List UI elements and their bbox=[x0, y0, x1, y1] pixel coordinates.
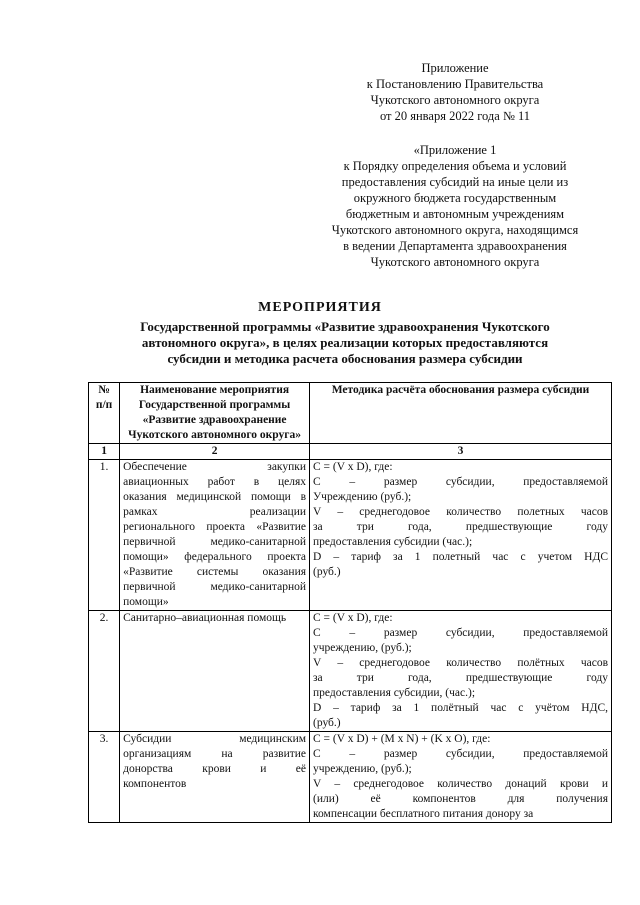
measure-name-line: помощи» bbox=[123, 596, 169, 608]
table-row bbox=[89, 460, 612, 611]
subtitle-line: субсидии и методика расчета обоснования размера субсидии bbox=[167, 351, 523, 366]
appendix1-line: «Приложение 1 bbox=[413, 143, 497, 157]
measure-name-cell bbox=[120, 460, 310, 611]
header-measure-name: Наименование мероприятия Государственной программы «Развитие здравоохранение Чукотского автономного округа» bbox=[120, 383, 310, 444]
document-subtitle bbox=[95, 319, 595, 367]
method-line: (или) её компонентов для получения bbox=[313, 793, 608, 805]
appendix-line: Чукотского автономного округа bbox=[370, 93, 540, 107]
appendix-block bbox=[355, 60, 555, 124]
method-line: D – тариф за 1 полётный час с учётом НДС, bbox=[313, 702, 608, 714]
row-number: 3. bbox=[89, 732, 120, 823]
measure-name-line: донорства крови и её bbox=[123, 763, 307, 775]
measure-name-line: регионального проекта «Развитие bbox=[123, 521, 307, 533]
row-number: 2. bbox=[89, 611, 120, 732]
method-line: V – среднегодовое количество донаций крови и bbox=[313, 778, 608, 790]
appendix1-line: Чукотского автономного округа bbox=[370, 255, 540, 269]
measure-name-line: оказания медицинской помощи в bbox=[123, 491, 307, 503]
method-line: C = (V x D), где: bbox=[313, 461, 393, 473]
column-number: 2 bbox=[120, 444, 310, 460]
measure-name-line: авиационных работ в целях bbox=[123, 476, 307, 488]
method-line: учреждению, (руб.); bbox=[313, 763, 412, 775]
measure-name-line: Обеспечение закупки bbox=[123, 461, 307, 473]
table-row bbox=[89, 732, 612, 823]
measure-name-line: Субсидии медицинским bbox=[123, 733, 307, 745]
measure-name-line: рамках реализации bbox=[123, 506, 307, 518]
column-number: 1 bbox=[89, 444, 120, 460]
method-line: компенсации бесплатного питания донору за bbox=[313, 808, 534, 820]
row-number: 1. bbox=[89, 460, 120, 611]
method-line: предоставления субсидии (час.); bbox=[313, 536, 473, 548]
table-header-row bbox=[89, 383, 612, 444]
column-number: 3 bbox=[310, 444, 612, 460]
table-body bbox=[89, 460, 612, 823]
method-line: за три года, предшествующие году bbox=[313, 672, 608, 684]
method-line: за три года, предшествующие году bbox=[313, 521, 608, 533]
appendix1-block bbox=[300, 142, 610, 270]
header-number: № п/п bbox=[89, 383, 120, 444]
measure-name-line: помощи» федерального проекта bbox=[123, 551, 307, 563]
table-row bbox=[89, 611, 612, 732]
appendix-line: к Постановлению Правительства bbox=[366, 77, 544, 91]
measure-name-cell bbox=[120, 732, 310, 823]
method-cell bbox=[310, 611, 612, 732]
method-line: V – среднегодовое количество полетных часов bbox=[313, 506, 608, 518]
document-title: МЕРОПРИЯТИЯ bbox=[258, 300, 382, 315]
measure-name-line: «Развитие системы оказания bbox=[123, 566, 307, 578]
appendix1-line: Чукотского автономного округа, находящимся bbox=[331, 223, 579, 237]
measure-name-cell bbox=[120, 611, 310, 732]
method-line: (руб.) bbox=[313, 717, 341, 729]
method-cell bbox=[310, 732, 612, 823]
appendix-line: Приложение bbox=[421, 61, 489, 75]
method-line: (руб.) bbox=[313, 566, 341, 578]
method-line: C – размер субсидии, предоставляемой bbox=[313, 476, 608, 488]
subtitle-line: автономного округа», в целях реализации которых предоставляются bbox=[141, 335, 549, 350]
subtitle-line: Государственной программы «Развитие здравоохранения Чукотского bbox=[140, 319, 550, 334]
measures-table bbox=[88, 382, 612, 823]
appendix1-line: к Порядку определения объема и условий bbox=[343, 159, 567, 173]
appendix1-line: бюджетным и автономным учреждениям bbox=[345, 207, 565, 221]
header-method: Методика расчёта обоснования размера субсидии bbox=[310, 383, 612, 444]
measure-name-line: первичной медико-санитарной bbox=[123, 536, 307, 548]
method-line: учреждению, (руб.); bbox=[313, 642, 412, 654]
method-line: D – тариф за 1 полетный час с учетом НДС bbox=[313, 551, 608, 563]
method-line: C – размер субсидии, предоставляемой bbox=[313, 748, 608, 760]
appendix1-line: предоставления субсидий на иные цели из bbox=[341, 175, 569, 189]
measure-name-line: компонентов bbox=[123, 778, 187, 790]
method-line: Учреждению (руб.); bbox=[313, 491, 412, 503]
appendix1-line: в ведении Департамента здравоохранения bbox=[343, 239, 567, 253]
measure-name-line: первичной медико-санитарной bbox=[123, 581, 307, 593]
method-line: предоставления субсидии, (час.); bbox=[313, 687, 476, 699]
method-cell bbox=[310, 460, 612, 611]
appendix1-line: окружного бюджета государственным bbox=[353, 191, 557, 205]
column-number-row bbox=[89, 444, 612, 460]
method-line: C = (V x D) + (M x N) + (K x O), где: bbox=[313, 733, 491, 745]
method-line: V – среднегодовое количество полётных часов bbox=[313, 657, 608, 669]
method-line: C = (V x D), где: bbox=[313, 612, 393, 624]
measure-name-line: организациям на развитие bbox=[123, 748, 307, 760]
appendix-line: от 20 января 2022 года № 11 bbox=[379, 109, 531, 123]
method-line: C – размер субсидии, предоставляемой bbox=[313, 627, 608, 639]
measure-name-line: Санитарно–авиационная помощь bbox=[123, 612, 287, 624]
